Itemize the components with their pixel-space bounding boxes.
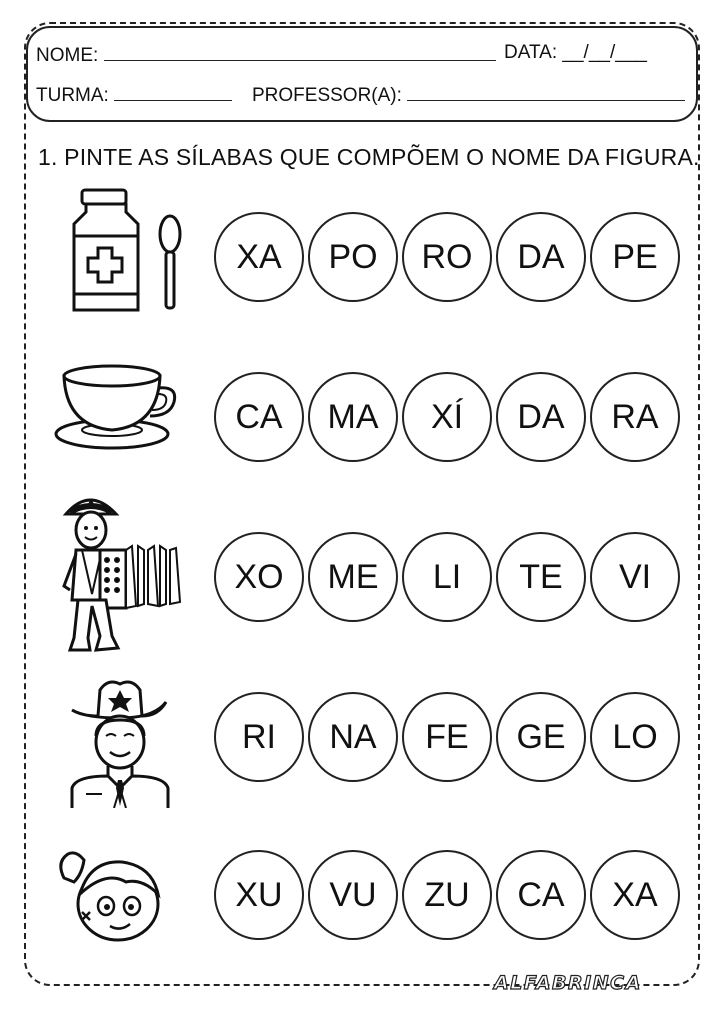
syllable-circle[interactable]: TE	[496, 532, 586, 622]
professor-field[interactable]	[407, 82, 685, 101]
syllable-circle[interactable]: XA	[590, 850, 680, 940]
syllable-circle[interactable]: LO	[590, 692, 680, 782]
syllable-row-3	[210, 532, 690, 632]
syllable-circle[interactable]: VU	[308, 850, 398, 940]
data-label: DATA:	[504, 42, 558, 63]
nome-label: NOME:	[36, 45, 99, 66]
brand-logo: ALFABRINCA	[494, 972, 642, 994]
syllable-circle[interactable]: GE	[496, 692, 586, 782]
syllable-circle[interactable]: PE	[590, 212, 680, 302]
syllable-circle[interactable]: MA	[308, 372, 398, 462]
syllable-circle[interactable]: XÍ	[402, 372, 492, 462]
syllable-circle[interactable]: VI	[590, 532, 680, 622]
instruction-text: 1. PINTE AS SÍLABAS QUE COMPÕEM O NOME DA FIGURA.	[38, 144, 700, 170]
syllable-circle[interactable]: DA	[496, 372, 586, 462]
syllable-circle[interactable]: XO	[214, 532, 304, 622]
syllable-row-5	[210, 850, 690, 950]
syllable-circle[interactable]: DA	[496, 212, 586, 302]
cup-and-saucer-icon	[54, 360, 184, 460]
header-box	[26, 26, 698, 122]
nome-line	[36, 42, 496, 67]
syllable-circle[interactable]: RA	[590, 372, 680, 462]
syllable-circle[interactable]: CA	[214, 372, 304, 462]
turma-label: TURMA:	[36, 85, 109, 106]
syllable-circle[interactable]: ME	[308, 532, 398, 622]
syllable-circle[interactable]: FE	[402, 692, 492, 782]
turma-field[interactable]	[114, 82, 232, 101]
syllable-row-4	[210, 692, 690, 792]
girl-face-icon	[56, 848, 176, 948]
nome-field[interactable]	[104, 42, 496, 61]
syllable-circle[interactable]: XU	[214, 850, 304, 940]
syllable-circle[interactable]: CA	[496, 850, 586, 940]
medicine-bottle-and-spoon-icon	[60, 186, 190, 316]
syllable-circle[interactable]: ZU	[402, 850, 492, 940]
turma-line	[36, 82, 232, 107]
data-line	[504, 42, 647, 64]
professor-line	[252, 82, 685, 107]
syllable-circle[interactable]: PO	[308, 212, 398, 302]
syllable-row-2	[210, 372, 690, 472]
syllable-circle[interactable]: XA	[214, 212, 304, 302]
professor-label: PROFESSOR(A):	[252, 85, 402, 106]
syllable-row-1	[210, 212, 690, 312]
sheriff-icon	[66, 676, 176, 808]
syllable-circle[interactable]: RI	[214, 692, 304, 782]
data-field[interactable]: __/__/___	[562, 42, 647, 63]
syllable-circle[interactable]: NA	[308, 692, 398, 782]
syllable-circle[interactable]: LI	[402, 532, 492, 622]
accordion-player-icon	[60, 490, 190, 660]
syllable-circle[interactable]: RO	[402, 212, 492, 302]
